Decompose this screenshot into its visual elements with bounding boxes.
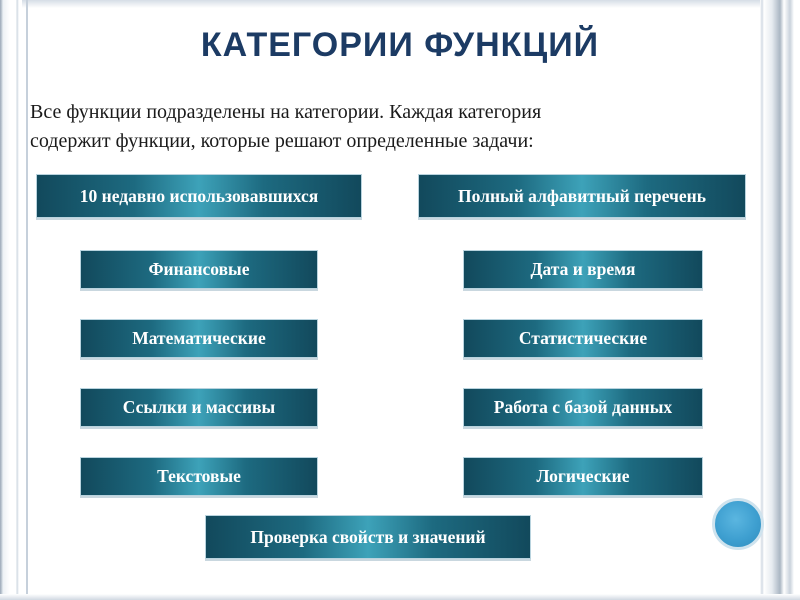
category-full-list-label: Полный алфавитный перечень [458, 185, 706, 206]
category-lookup-label: Ссылки и массивы [122, 397, 276, 417]
category-logical-button[interactable] [463, 457, 703, 496]
category-lookup-button[interactable] [80, 388, 318, 427]
slide-frame-left-line [26, 0, 28, 600]
slide-frame-bottom [0, 594, 800, 600]
slide-frame-top [0, 0, 800, 8]
category-math-button[interactable] [80, 319, 318, 358]
category-financial-button[interactable] [80, 250, 318, 289]
category-database-button[interactable] [463, 388, 703, 427]
category-info-button[interactable] [205, 515, 531, 559]
intro-line-2: содержит функции, которые решают определенные задачи: [30, 130, 534, 152]
category-date-time-label: Дата и время [530, 259, 636, 279]
category-recent-label: 10 недавно использовавшихся [79, 185, 319, 206]
category-recent-button[interactable] [36, 174, 362, 218]
category-statistical-label: Статистические [518, 328, 648, 348]
category-database-label: Работа с базой данных [493, 397, 673, 417]
category-info-label: Проверка свойств и значений [250, 526, 486, 547]
category-date-time-button[interactable] [463, 250, 703, 289]
category-statistical-button[interactable] [463, 319, 703, 358]
category-logical-label: Логические [536, 466, 630, 486]
category-full-list-button[interactable] [418, 174, 746, 218]
intro-text [30, 98, 730, 156]
category-financial-label: Финансовые [148, 259, 250, 279]
category-text-label: Текстовые [157, 466, 241, 486]
category-math-label: Математические [132, 328, 266, 348]
slide-frame-left [0, 0, 22, 600]
category-text-button[interactable] [80, 457, 318, 496]
decorative-circle [712, 498, 764, 550]
slide-frame-right [760, 0, 800, 600]
slide-title: КАТЕГОРИИ ФУНКЦИЙ [200, 26, 600, 64]
intro-line-1: Все функции подразделены на категории. Каждая категория [30, 101, 542, 123]
